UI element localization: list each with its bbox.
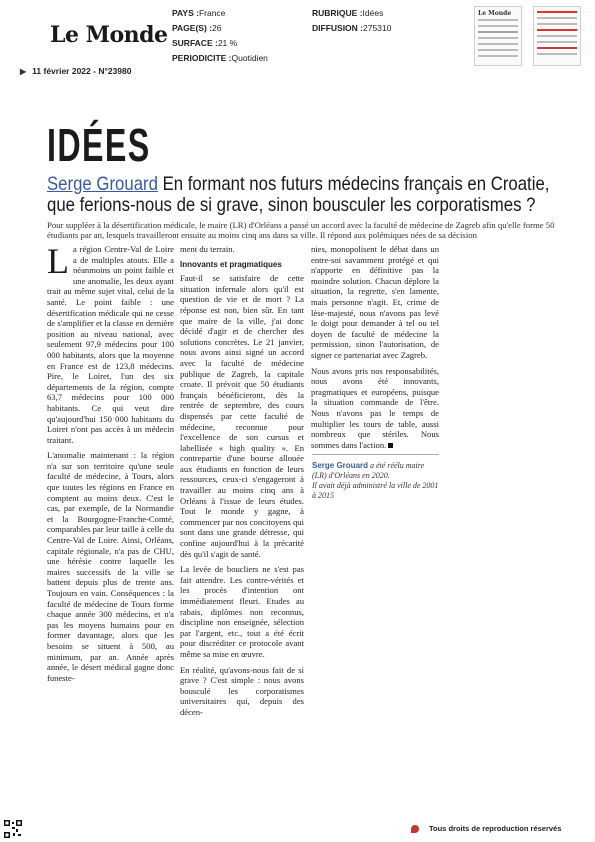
article-column-3 [311,244,439,455]
paragraph: La levée de boucliers ne s'est pas fait attendre. Les contre-vérités et les procès d'intention ont immédiatement fleuri. Etudes au rabais, diplômes non reconnus, discipline non enseignée, sélection par l'argent, etc., tout a été écrit pour discréditer ce protocole avant même sa mise en œuvre. [180,564,304,659]
article-headline [47,174,563,216]
paragraph: Nous avons pris nos responsabilités, nous avons été innovants, pragmatiques et européens, puisque la situation commande de l'être. Nous n'avons pas le temps de multiplier les tours de table, aussi nombreux que stériles. Nous sommes dans l'action. [311,365,439,450]
meta-right [312,6,391,36]
subheading: Innovants et pragmatiques [180,259,282,269]
bio-text-2: Il avait déjà administré la ville de 2001 à 2015 [312,481,439,500]
meta-pages: PAGE(S) :26 [172,23,222,33]
paragraph: La région Centre-Val de Loire a de multiples atouts. Elle a néanmoins un point faible et une anomalie, les deux ayant trait au même sujet vital, celui de la santé. Le point faible : une désertification médicale qui ne cesse de s'amplifier et la classe en dernière position au niveau national, avec seulement 97,9 médecins pour 100 000 habitants, alors que la moyenne en France est de 123,8 médecins. Pire, le Loiret, l'un des six départements de la région, compte 63,7 médecins pour 100 000 habitants. Ce qui veut dire qu'aujourd'hui 150 000 habitants du Loiret n'ont pas accès à un médecin traitant. [47,241,174,445]
headline-text: En formant nos futurs médecins français en Croatie, que ferions-nous de si grave, sinon bousculer les corporatismes ? [47,173,550,216]
page-thumbnail-front[interactable] [474,6,522,66]
article-column-2 [180,244,304,723]
thumbnail-masthead: Le Monde [478,10,512,17]
drop-cap: L [47,241,69,281]
bio-author-name: Serge Grouard [312,461,369,470]
paragraph: Faut-il se satisfaire de cette situation infernale alors qu'il est question de vie et de mort ? La réponse est non, bien sûr. En tant que maire de la ville, j'ai donc décidé d'agir et de chercher des solutions concrètes. Le 21 janvier, nous avons ainsi signé un accord avec la faculté de médecine publique de Zagreb, la capitale croate. Il prévoit que 50 étudiants français bénéficieront, dès la rentrée de septembre, des cours dispensés par cette faculté de médecine, reconnue pour l'excellence de son cursus et labellisée « high quality ». En contrepartie d'une bourse allouée aux étudiants en fonction de leurs ressources, ceux-ci s'engageront à travailler au moins cinq ans à Orléans à l'issue de leurs études. Tout le monde y gagne, à commencer par nos concitoyens qui sont dans une grande détresse, qui confine aujourd'hui à la précarité dès qu'il s'agit de santé. [180,273,304,559]
copyright-notice: Tous droits de reproduction réservés [411,824,561,833]
bio-text: a été réélu maire (LR) d'Orléans en 2020. [312,461,425,480]
meta-diffusion: DIFFUSION :275310 [312,23,392,33]
meta-rubrique: RUBRIQUE :Idées [312,8,384,18]
paragraph: En réalité, qu'avons-nous fait de si grave ? C'est simple : nous avons bousculé les corporatismes universitaires qui, depuis des décen- [180,664,304,717]
article-chapeau: Pour suppléer à la désertification médicale, le maire (LR) d'Orléans a passé un accord avec la faculté de médecine de Zagreb afin qu'elle forme 50 étudiants par an, lesquels travailleront ensuite au moins cinq ans dans sa ville. Il répond aux polémiques nées de sa décision [47,220,555,240]
author-bio [312,454,439,501]
page-thumbnail-article[interactable] [533,6,581,66]
play-arrow-icon: ▶ [20,67,27,76]
qr-code-icon[interactable] [4,820,22,838]
meta-periodicite: PERIODICITE :Quotidien [172,53,268,63]
meta-left [172,6,268,66]
headline-author: Serge Grouard [47,173,158,195]
meta-surface: SURFACE :21 % [172,38,238,48]
article-column-1 [47,241,174,688]
copyright-icon [411,825,419,833]
meta-pays: PAYS :France [172,8,226,18]
date-line: ▶ 11 février 2022 - N°23980 [20,66,132,76]
masthead-logo: Le Monde [50,22,168,48]
paragraph: L'anomalie maintenant : la région n'a sur son territoire qu'une seule faculté de médecine, à Tours, alors que toutes les régions en France en comptent au moins deux. C'est le cas, par exemple, de la Normandie et la Bourgogne-Franche-Comté, comparables par leur taille à celle du Centre-Val de Loire. Ainsi, Orléans, capitale régionale, n'a pas de CHU, une hérésie contre laquelle les maires successifs de la ville se battent depuis plus de trente ans. Toujours en vain. Conséquences : la faculté de médecine de Tours forme chaque année 300 médecins, et n'a pas les moyens humains pour en former davantage, alors que les besoins se situent à 500, au minimum, par an. Année après année, le désert médical gagne donc funeste- [47,450,174,683]
paragraph: ment du terrain. [180,244,235,254]
end-of-article-icon [388,443,393,448]
paragraph: nies, monopolisent le débat dans un entre-soi savamment protégé et qui n'apporte en définitive pas la moindre solution. Chacun déplore la situation, la regrette, s'en lamente, mais personne n'agit. Et, crime de lèse-majesté, nous n'avons pas levé le doigt pour demander à tel ou tel doyen de faculté de médecine la permission, sinon l'autorisation, de signer ce partenariat avec Zagreb. [311,244,439,360]
section-kicker: IDÉES [47,119,151,171]
